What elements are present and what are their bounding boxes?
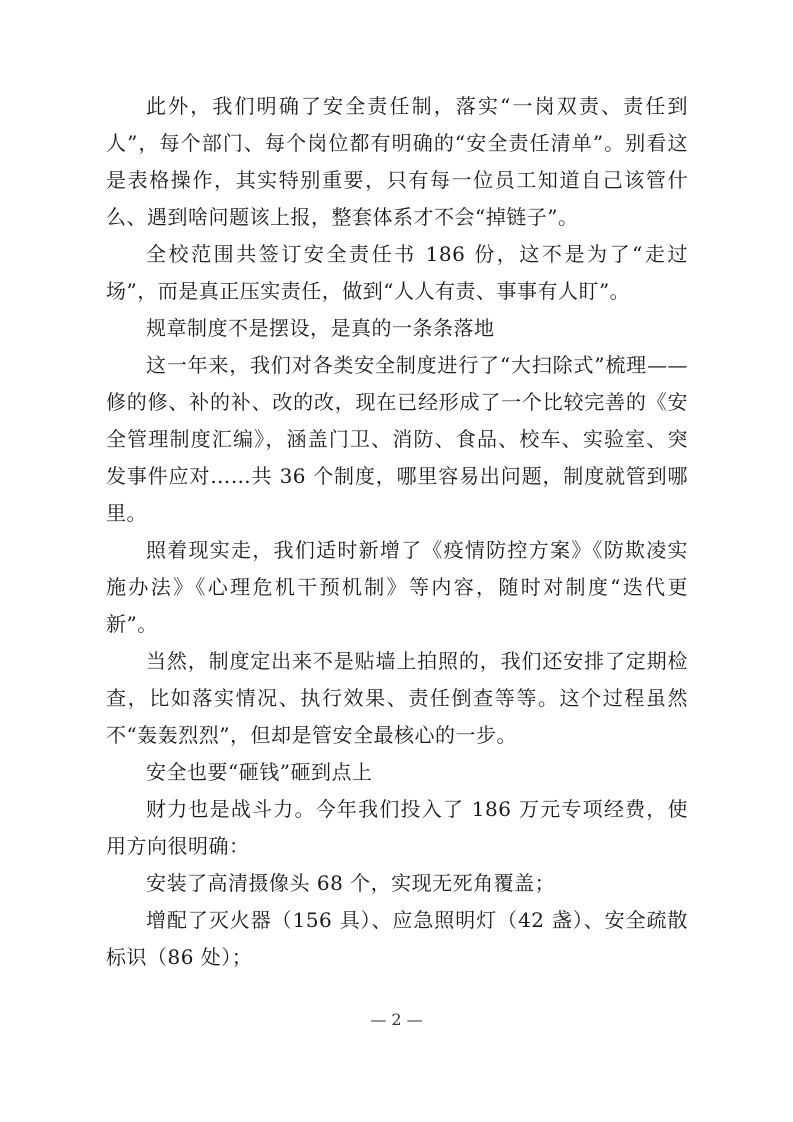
page-number: — 2 — bbox=[370, 1010, 423, 1029]
paragraph-responsibility-letters: 全校范围共签订安全责任书 186 份，这不是为了“走过场”，而是真正压实责任，做到“人人有责、事事有人盯”。 bbox=[106, 242, 688, 303]
heading-funding: 安全也要“砸钱”砸到点上 bbox=[146, 760, 373, 784]
paragraph-regulation-review: 这一年来，我们对各类安全制度进行了“大扫除式”梳理——修的修、补的补、改的改，现在已经形成了一个比较完善的《安全管理制度汇编》，涵盖门卫、消防、食品、校车、实验室、突发事件应对……共 36 个制度，哪里容易出问题，制度就管到哪里。 bbox=[106, 353, 688, 525]
paragraph-responsibility-system: 此外，我们明确了安全责任制，落实“一岗双责、责任到人”，每个部门、每个岗位都有明确的“安全责任清单”。别看这是表格操作，其实特别重要，只有每一位员工知道自己该管什么、遇到啥问题该上报，整套体系才不会“掉链子”。 bbox=[106, 94, 688, 229]
heading-regulations: 规章制度不是摆设，是真的一条条落地 bbox=[146, 316, 495, 340]
paragraph-fire-equipment: 增配了灭火器（156 具）、应急照明灯（42 盏）、安全疏散标识（86 处）； bbox=[106, 908, 688, 969]
document-body bbox=[106, 88, 688, 976]
paragraph-cameras: 安装了高清摄像头 68 个，实现无死角覆盖； bbox=[146, 871, 556, 895]
paragraph-new-regulations: 照着现实走，我们适时新增了《疫情防控方案》《防欺凌实施办法》《心理危机干预机制》等内容，随时对制度“迭代更新”。 bbox=[106, 538, 688, 636]
paragraph-special-funds: 财力也是战斗力。今年我们投入了 186 万元专项经费，使用方向很明确： bbox=[106, 797, 688, 858]
paragraph-regular-inspection: 当然，制度定出来不是贴墙上拍照的，我们还安排了定期检查，比如落实情况、执行效果、责任倒查等等。这个过程虽然不“轰轰烈烈”，但却是管安全最核心的一步。 bbox=[106, 649, 688, 747]
